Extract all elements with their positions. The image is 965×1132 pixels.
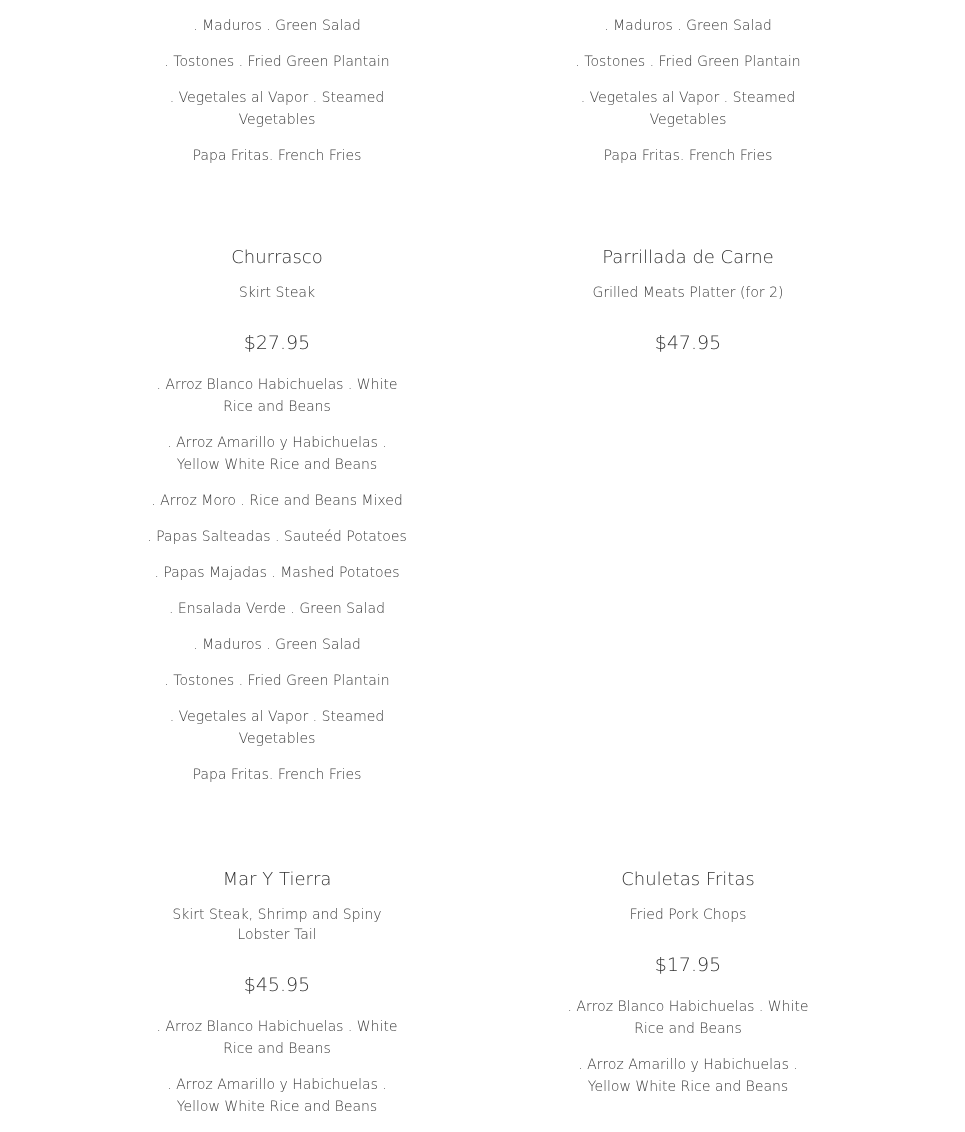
menu-item-mar-y-tierra xyxy=(147,868,407,1132)
dish-subtitle: Skirt Steak, Shrimp and Spiny Lobster Tail xyxy=(172,907,382,943)
side-item: . Arroz Amarillo y Habichuelas . Yellow White Rice and Beans xyxy=(167,435,387,473)
side-item: . Tostones . Fried Green Plantain xyxy=(164,673,390,689)
dish-title: Churrasco xyxy=(231,247,323,268)
side-item: . Arroz Blanco Habichuelas . White Rice and Beans xyxy=(156,377,398,415)
menu-item-chuletas-fritas xyxy=(558,868,818,1112)
dish-price: $47.95 xyxy=(654,332,722,354)
side-item: . Tostones . Fried Green Plantain xyxy=(575,54,801,70)
side-item: . Vegetales al Vapor . Steamed Vegetables xyxy=(580,90,796,128)
menu-item-churrasco xyxy=(147,246,407,800)
side-options xyxy=(147,1016,407,1118)
side-item: . Maduros . Green Salad xyxy=(193,18,361,34)
side-item: Papa Fritas. French Fries xyxy=(192,767,362,783)
side-item: . Tostones . Fried Green Plantain xyxy=(164,54,390,70)
side-item: . Maduros . Green Salad xyxy=(193,637,361,653)
side-options xyxy=(558,996,818,1098)
side-item: . Maduros . Green Salad xyxy=(604,18,772,34)
dish-subtitle: Skirt Steak xyxy=(238,285,316,301)
side-item: . Vegetales al Vapor . Steamed Vegetables xyxy=(169,90,385,128)
side-item: Papa Fritas. French Fries xyxy=(192,148,362,164)
top-right-sides xyxy=(558,15,818,181)
dish-price: $17.95 xyxy=(654,954,722,976)
side-item: . Arroz Blanco Habichuelas . White Rice and Beans xyxy=(156,1019,398,1057)
menu-item-parrillada xyxy=(558,246,818,355)
side-item: . Arroz Moro . Rice and Beans Mixed xyxy=(151,493,403,509)
side-item: . Vegetales al Vapor . Steamed Vegetables xyxy=(169,709,385,747)
side-item: . Arroz Amarillo y Habichuelas . Yellow White Rice and Beans xyxy=(167,1077,387,1115)
side-item: Papa Fritas. French Fries xyxy=(603,148,773,164)
side-item: . Papas Salteadas . Sauteéd Potatoes xyxy=(147,529,407,545)
top-left-sides xyxy=(147,15,407,181)
dish-title: Mar Y Tierra xyxy=(222,869,332,890)
dish-title: Chuletas Fritas xyxy=(621,869,755,890)
side-item: . Arroz Blanco Habichuelas . White Rice and Beans xyxy=(567,999,809,1037)
dish-subtitle: Grilled Meats Platter (for 2) xyxy=(592,285,784,301)
side-item: . Ensalada Verde . Green Salad xyxy=(168,601,385,617)
dish-subtitle: Fried Pork Chops xyxy=(629,907,747,923)
dish-price: $45.95 xyxy=(243,974,311,996)
side-item: . Arroz Amarillo y Habichuelas . Yellow White Rice and Beans xyxy=(578,1057,798,1095)
dish-price: $27.95 xyxy=(243,332,311,354)
side-options xyxy=(147,374,407,786)
side-item: . Papas Majadas . Mashed Potatoes xyxy=(154,565,400,581)
dish-title: Parrillada de Carne xyxy=(602,247,774,268)
